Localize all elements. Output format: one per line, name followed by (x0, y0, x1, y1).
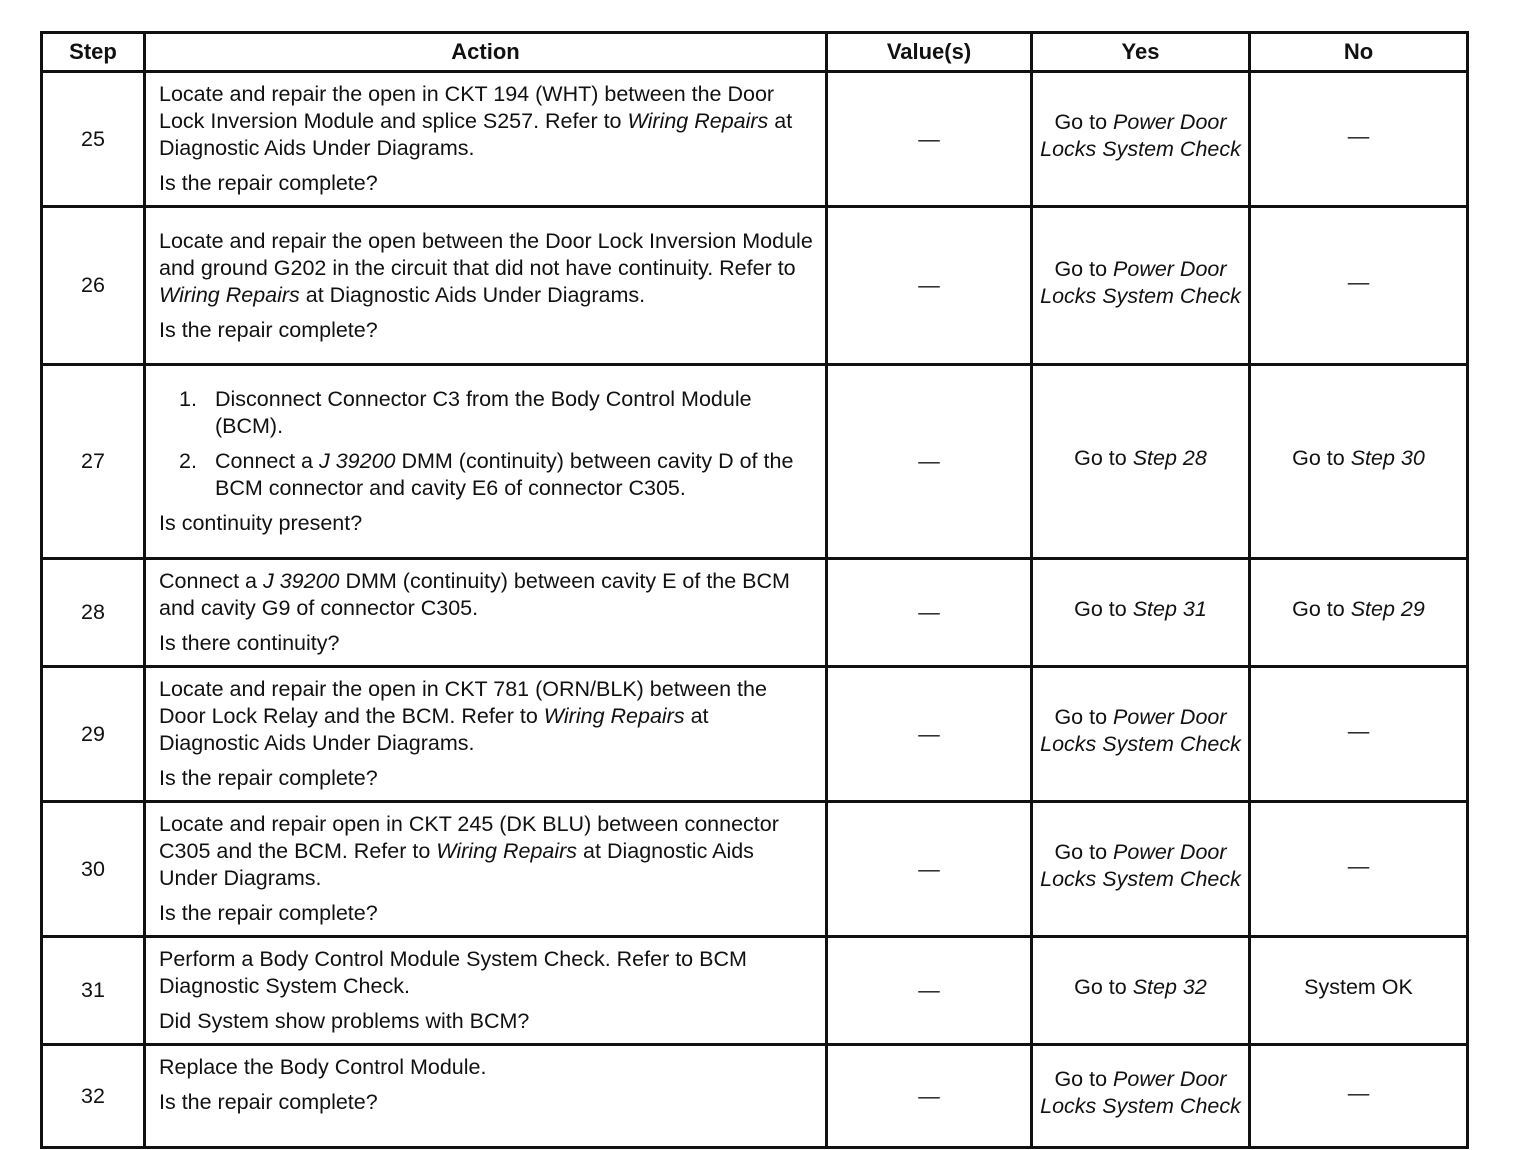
value-cell: — (827, 667, 1032, 802)
action-step-item: 1. Disconnect Connector C3 from the Body Control Module (BCM). (179, 387, 752, 438)
step-number: 27 (42, 365, 145, 559)
yes-cell: Go to Step 28 (1032, 365, 1250, 559)
header-step: Step (42, 33, 145, 72)
action-steps-list (159, 386, 813, 502)
table-row (42, 365, 1468, 559)
table-row (42, 559, 1468, 667)
action-question: Is there continuity? (159, 631, 340, 655)
table-row (42, 207, 1468, 365)
action-text: Connect a J 39200 DMM (continuity) between cavity E of the BCM and cavity G9 of connector C305. (159, 569, 790, 620)
step-number: 25 (42, 72, 145, 207)
yes-cell: Go to Step 32 (1032, 937, 1250, 1045)
action-question: Is the repair complete? (159, 171, 378, 195)
yes-cell: Go to Power Door Locks System Check (1032, 207, 1250, 365)
step-number: 30 (42, 802, 145, 937)
table-row (42, 72, 1468, 207)
action-cell (145, 1045, 827, 1148)
action-cell (145, 559, 827, 667)
no-cell: — (1250, 207, 1468, 365)
action-cell (145, 365, 827, 559)
table-row (42, 937, 1468, 1045)
step-number: 28 (42, 559, 145, 667)
step-number: 29 (42, 667, 145, 802)
no-cell: — (1250, 72, 1468, 207)
action-text: Locate and repair the open between the Door Lock Inversion Module and ground G202 in the circuit that did not have continuity. Refer to Wiring Repairs at Diagnostic Aids Under Diagrams. (159, 228, 813, 307)
no-cell: — (1250, 667, 1468, 802)
header-row (42, 33, 1468, 72)
value-cell: — (827, 802, 1032, 937)
action-text: Replace the Body Control Module. (159, 1055, 487, 1079)
table-row (42, 1045, 1468, 1148)
action-question: Did System show problems with BCM? (159, 1009, 530, 1033)
action-cell (145, 72, 827, 207)
yes-cell: Go to Power Door Locks System Check (1032, 667, 1250, 802)
action-question: Is the repair complete? (159, 1090, 378, 1114)
header-no: No (1250, 33, 1468, 72)
no-cell: — (1250, 802, 1468, 937)
no-cell: Go to Step 30 (1250, 365, 1468, 559)
yes-cell: Go to Power Door Locks System Check (1032, 802, 1250, 937)
value-cell: — (827, 1045, 1032, 1148)
yes-cell: Go to Step 31 (1032, 559, 1250, 667)
action-cell (145, 802, 827, 937)
action-question: Is continuity present? (159, 511, 363, 535)
action-step-item: 2. Connect a J 39200 DMM (continuity) between cavity D of the BCM connector and cavity E6 of connector C305. (179, 449, 794, 500)
value-cell: — (827, 937, 1032, 1045)
action-cell (145, 667, 827, 802)
yes-cell: Go to Power Door Locks System Check (1032, 1045, 1250, 1148)
table-row (42, 802, 1468, 937)
action-cell (145, 207, 827, 365)
header-yes: Yes (1032, 33, 1250, 72)
action-text: Locate and repair open in CKT 245 (DK BLU) between connector C305 and the BCM. Refer to Wiring Repairs at Diagnostic Aids Under Diagrams. (159, 812, 779, 890)
step-number: 26 (42, 207, 145, 365)
action-text: Locate and repair the open in CKT 194 (WHT) between the Door Lock Inversion Module and splice S257. Refer to Wiring Repairs at Diagnostic Aids Under Diagrams. (159, 82, 793, 160)
value-cell: — (827, 559, 1032, 667)
no-cell: Go to Step 29 (1250, 559, 1468, 667)
step-number: 31 (42, 937, 145, 1045)
table-row (42, 667, 1468, 802)
yes-cell: Go to Power Door Locks System Check (1032, 72, 1250, 207)
action-question: Is the repair complete? (159, 901, 378, 925)
action-text: Perform a Body Control Module System Check. Refer to BCM Diagnostic System Check. (159, 947, 747, 998)
action-question: Is the repair complete? (159, 317, 378, 342)
header-values: Value(s) (827, 33, 1032, 72)
no-cell: — (1250, 1045, 1468, 1148)
action-question: Is the repair complete? (159, 766, 378, 790)
header-action: Action (145, 33, 827, 72)
action-text: Locate and repair the open in CKT 781 (ORN/BLK) between the Door Lock Relay and the BCM. Refer to Wiring Repairs at Diagnostic Aids Under Diagrams. (159, 677, 767, 755)
value-cell: — (827, 207, 1032, 365)
value-cell: — (827, 72, 1032, 207)
action-cell (145, 937, 827, 1045)
step-number: 32 (42, 1045, 145, 1148)
diagnostic-table (40, 31, 1469, 1149)
value-cell: — (827, 365, 1032, 559)
no-cell: System OK (1250, 937, 1468, 1045)
